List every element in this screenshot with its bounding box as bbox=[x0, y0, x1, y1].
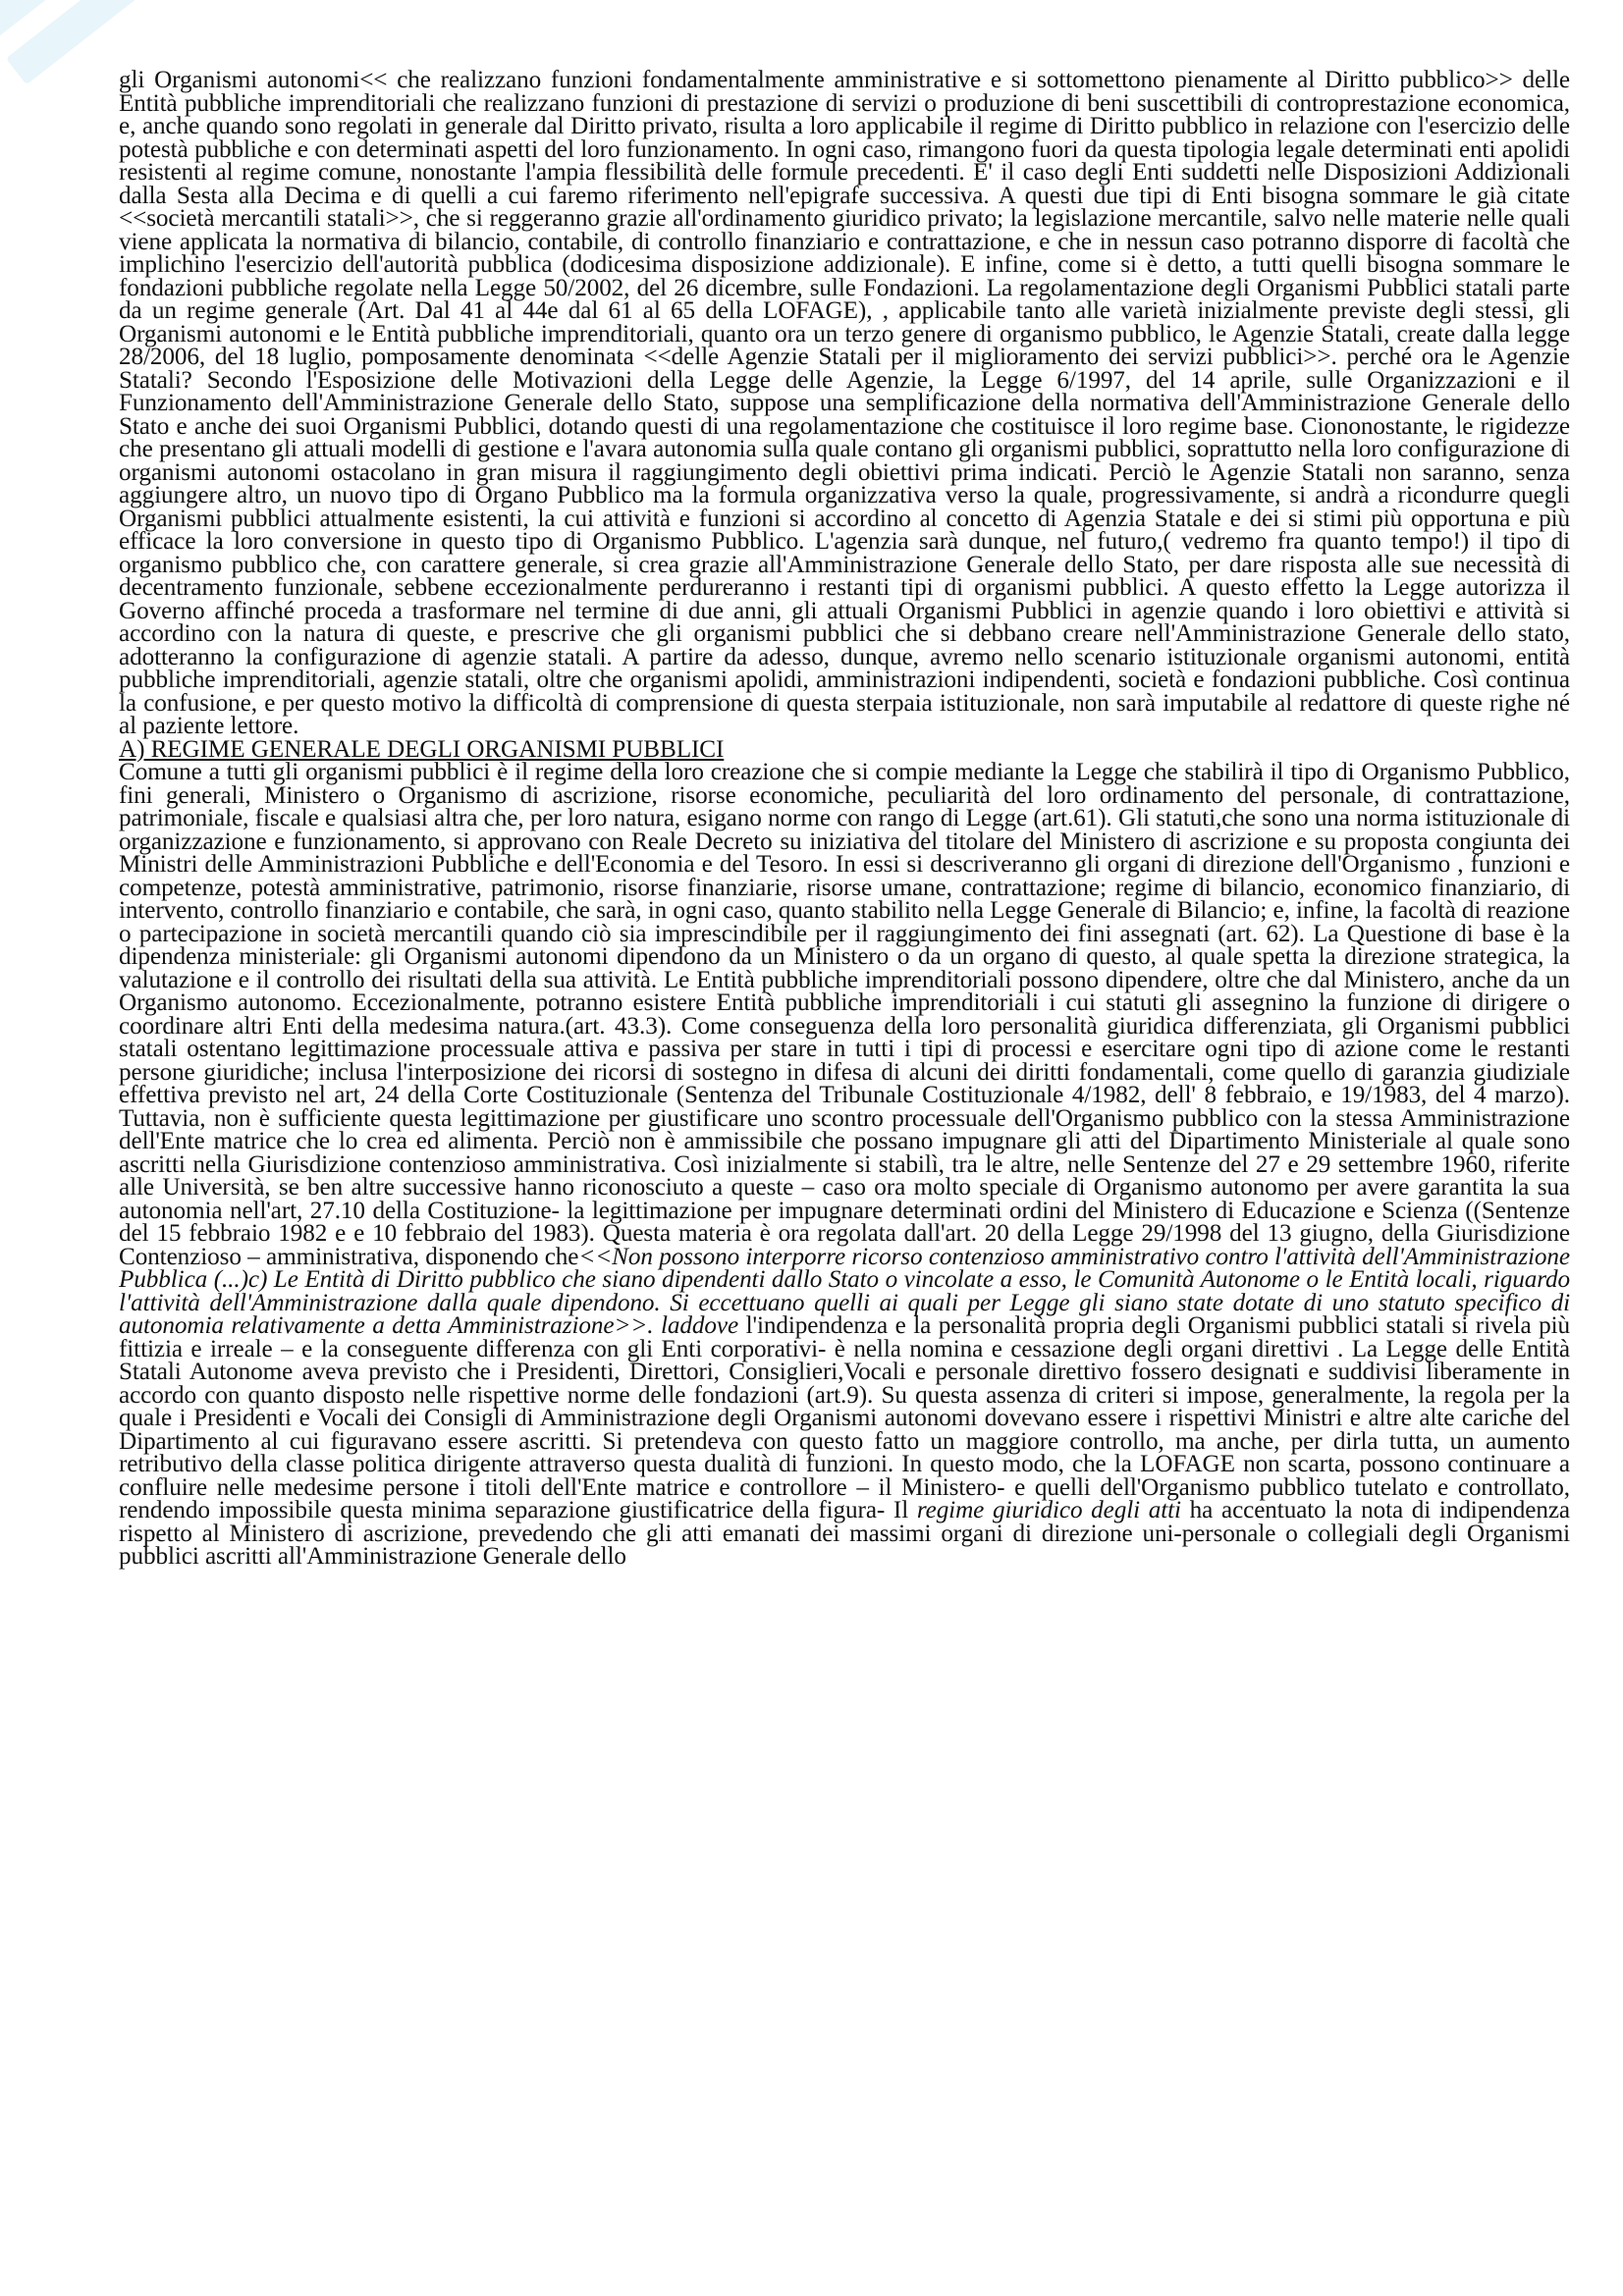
body-paragraph bbox=[119, 69, 1570, 738]
paragraph-text: gli Organismi autonomi<< che realizzano funzioni fondamentalmente amministrative e si sottomettono pienamente al Diritto pubblico>> delle Entità pubbliche imprenditoriali che realizzano funzioni di prestazione di servizi o produzione di beni suscettibili di controprestazione economica, e, anche quando sono regolati in generale dal Diritto privato, risulta a loro applicabile il regime di Diritto pubblico in relazione con l'esercizio delle potestà pubbliche e con determinati aspetti del loro funzionamento. In ogni caso, rimangono fuori da questa tipologia legale determinati enti apolidi resistenti al regime comune, nonostante l'ampia flessibilità delle formule precedenti. E' il caso degli Enti suddetti nelle Disposizioni Addizionali dalla Sesta alla Decima e di quelli a cui faremo riferimento nell'epigrafe successiva. A questi due tipi di Enti bisogna sommare le già citate <<società mercantili statali>>, che si reggeranno grazie all'ordinamento giuridico privato; la legislazione mercantile, salvo nelle materie nelle quali viene applicata la normativa di bilancio, contabile, di controllo finanziario e contrattazione, e che in nessun caso potranno disporre di facoltà che implichino l'esercizio dell'autorità pubblica (dodicesima disposizione addizionale). E infine, come si è detto, a tutti quelli bisogna sommare le fondazioni pubbliche regolate nella Legge 50/2002, del 26 dicembre, sulle Fondazioni. La regolamentazione degli Organismi Pubblici statali parte da un regime generale (Art. Dal 41 al 44e dal 61 al 65 della LOFAGE), , applicabile tanto alle varietà inizialmente previste degli stessi, gli Organismi autonomi e le Entità pubbliche imprenditoriali, quanto ora un terzo genere di organismo pubblico, le Agenzie Statali, create dalla legge 28/2006, del 18 luglio, pomposamente denominata <<delle Agenzie Statali per il miglioramento dei servizi pubblici>>. perché ora le Agenzie Statali? Secondo l'Esposizione delle Motivazioni della Legge delle Agenzie, la Legge 6/1997, del 14 aprile, sulle Organizzazioni e il Funzionamento dell'Amministrazione Generale dello Stato, suppose una semplificazione della normativa dell'Amministrazione Generale dello Stato e anche dei suoi Organismi Pubblici, dotando questi di una regolamentazione che costituisce il loro regime base. Ciononostante, le rigidezze che presentano gli attuali modelli di gestione e l'avara autonomia sulla quale contano gli organismi pubblici, soprattutto nella loro configurazione di organismi autonomi ostacolano in gran misura il raggiungimento degli obiettivi prima indicati. Perciò le Agenzie Statali non saranno, senza aggiungere altro, un nuovo tipo di Organo Pubblico ma la formula organizzativa verso la quale, progressivamente, si andrà a ricondurre quegli Organismi pubblici attualmente esistenti, la cui attività e funzioni si accordino al concetto di Agenzia Statale e dei si stimi più opportuna e più efficace la loro conversione in questo tipo di Organismo Pubblico. L'agenzia sarà dunque, nel futuro,( vedremo fra quanto tempo!) il tipo di organismo pubblico che, con carattere generale, si crea grazie all'Amministrazione Generale dello Stato, per dare risposta alle sue necessità di decentramento funzionale, sebbene eccezionalmente perdureranno i restanti tipi di organismi pubblici. A questo effetto la Legge autorizza il Governo affinché proceda a trasformare nel termine di due anni, gli attuali Organismi Pubblici in agenzie quando i loro obiettivi e attività si accordino con la natura di queste, e prescrive che gli organismi pubblici che si debbano creare nell'Amministrazione Generale dello stato, adotteranno la configurazione di agenzie statali. A partire da adesso, dunque, avremo nello scenario istituzionale organismi autonomi, entità pubbliche imprenditoriali, agenzie statali, oltre che organismi apolidi, amministrazioni indipendenti, società e fondazioni pubbliche. Così continua la confusione, e per questo motivo la difficoltà di comprensione di questa sterpaia istituzionale, non sarà imputabile al redattore di queste righe né al paziente lettore. bbox=[119, 67, 1570, 739]
paragraph-text: ha accentuato la nota di indipendenza rispetto al Ministero di ascrizione, prevedendo che gli atti emanati dei massimi organi di direzione uni-personale o collegiali degli Organismi pubblici ascritti all'Amministrazione Generale dello bbox=[119, 1497, 1571, 1570]
body-paragraph bbox=[119, 761, 1570, 1569]
section-heading bbox=[119, 735, 1570, 763]
quoted-law-text: <<Non possono interporre ricorso contenzioso amministrativo contro l'attività dell'Amministrazione Pubblica (...)c) Le Entità di Diritto pubblico che siano dipendenti dallo Stato o vincolate a esso, le Comunità Autonome o le Entità locali, riguardo l'attività dell'Amministrazione dalla quale dipendono. Si eccettuano quelli ai quali per Legge gli siano state dotate di uno statuto specifico di autonomia relativamente a detta Amministrazione>>. laddove bbox=[119, 1243, 1570, 1339]
section-heading-text: A) REGIME GENERALE DEGLI ORGANISMI PUBBLICI bbox=[119, 735, 725, 763]
paragraph-text: Comune a tutti gli organismi pubblici è il regime della loro creazione che si compie mediante la Legge che stabilirà il tipo di Organismo Pubblico, fini generali, Ministero o Organismo di ascrizione, risorse economiche, peculiarità del loro ordinamento del personale, di contrattazione, patrimoniale, fiscale e qualsiasi altra che, per loro natura, esigano norme con rango di Legge (art.61). Gli statuti,che sono una norma istituzionale di organizzazione e funzionamento, si approvano con Reale Decreto su iniziativa del titolare del Ministero di ascrizione e su proposta congiunta dei Ministri delle Amministrazioni Pubbliche e dell'Economia e del Tesoro. In essi si descriveranno gli organi di direzione dell'Organismo , funzioni e competenze, potestà amministrative, patrimonio, risorse finanziarie, risorse umane, contrattazione; regime di bilancio, economico finanziario, di intervento, controllo finanziario e contabile, che sarà, in ogni caso, quanto stabilito nella Legge Generale di Bilancio; e, infine, la facoltà di reazione o partecipazione in società mercantili quando ciò sia imprescindibile per il raggiungimento dei fini assegnati (art. 62). La Questione di base è la dipendenza ministeriale: gli Organismi autonomi dipendono da un Ministero o da un organo di questo, al quale spetta la direzione strategica, la valutazione e il controllo dei risultati della sua attività. Le Entità pubbliche imprenditoriali possono dipendere, oltre che dal Ministero, anche da un Organismo autonomo. Eccezionalmente, potranno esistere Entità pubbliche imprenditoriali i cui statuti gli assegnino la funzione di dirigere o coordinare altri Enti della medesima natura.(art. 43.3). Come conseguenza della loro personalità giuridica differenziata, gli Organismi pubblici statali ostentano legittimazione processuale attiva e passiva per stare in tutti i tipi di processi e esercitare ogni tipo di azione come le restanti persone giuridiche; inclusa l'interposizione dei ricorsi di sostegno in difesa di alcuni dei diritti fondamentali, come quello di garanzia giudiziale effettiva previsto nel art, 24 della Corte Costituzionale (Sentenza del Tribunale Costituzionale 4/1982, dell' 8 febbraio, e 19/1983, del 4 marzo). Tuttavia, non è sufficiente questa legittimazione per giustificare uno scontro processuale dell'Organismo pubblico con la stessa Amministrazione dell'Ente matrice che lo crea ed alimenta. Perciò non è ammissibile che possano impugnare gli atti del Dipartimento Ministeriale al quale sono ascritti nella Giurisdizione contenzioso amministrativa. Così inizialmente si stabilì, tra le altre, nelle Sentenze del 27 e 29 settembre 1960, riferite alle Università, se ben altre successive hanno riconosciuto a queste – caso ora molto speciale di Organismo autonomo per avere garantita la sua autonomia nell'art, 27.10 della Costituzione- la legittimazione per impugnare determinati ordini del Ministero di Educazione e Scienza ((Sentenze del 15 febbraio 1982 e e 10 febbraio del 1983). Questa materia è ora regolata dall'art. 20 della Legge 29/1998 del 13 giugno, della Giurisdizione Contenzioso – amministrativa, disponendo che bbox=[119, 759, 1570, 1270]
document-page bbox=[119, 69, 1570, 1569]
emphasis-text: regime giuridico degli atti bbox=[916, 1497, 1181, 1523]
paragraph-text: l'indipendenza e la personalità propria degli Organismi pubblici statali si rivela più fittizia e irreale – e la conseguente differenza con gli Enti corporativi- è nella nomina e cessazione degli organi direttivi . La Legge delle Entità Statali Autonome aveva previsto che i Presidenti, Direttori, Consiglieri,Vocali e personale direttivo fossero designati e suddivisi liberamente in accordo con quanto disposto nelle rispettive norme delle fondazioni (art.9). Su questa assenza di criteri si impose, generalmente, la regola per la quale i Presidenti e Vocali dei Consigli di Amministrazione degli Organismi autonomi dovevano essere i rispettivi Ministri e altre alte cariche del Dipartimento al cui figuravano essere ascritti. Si pretendeva con questo fatto un maggiore controllo, ma anche, per dirla tutta, un aumento retributivo della classe politica dirigente attraverso questa dualità di funzioni. In questo modo, che la LOFAGE non scarta, possono continuare a confluire nelle medesime persone i titoli dell'Ente matrice e controllore – il Ministero- e quelli dell'Organismo pubblico tutelato e controllato, rendendo impossibile questa minima separazione giustificatrice della figura- Il bbox=[119, 1312, 1570, 1523]
